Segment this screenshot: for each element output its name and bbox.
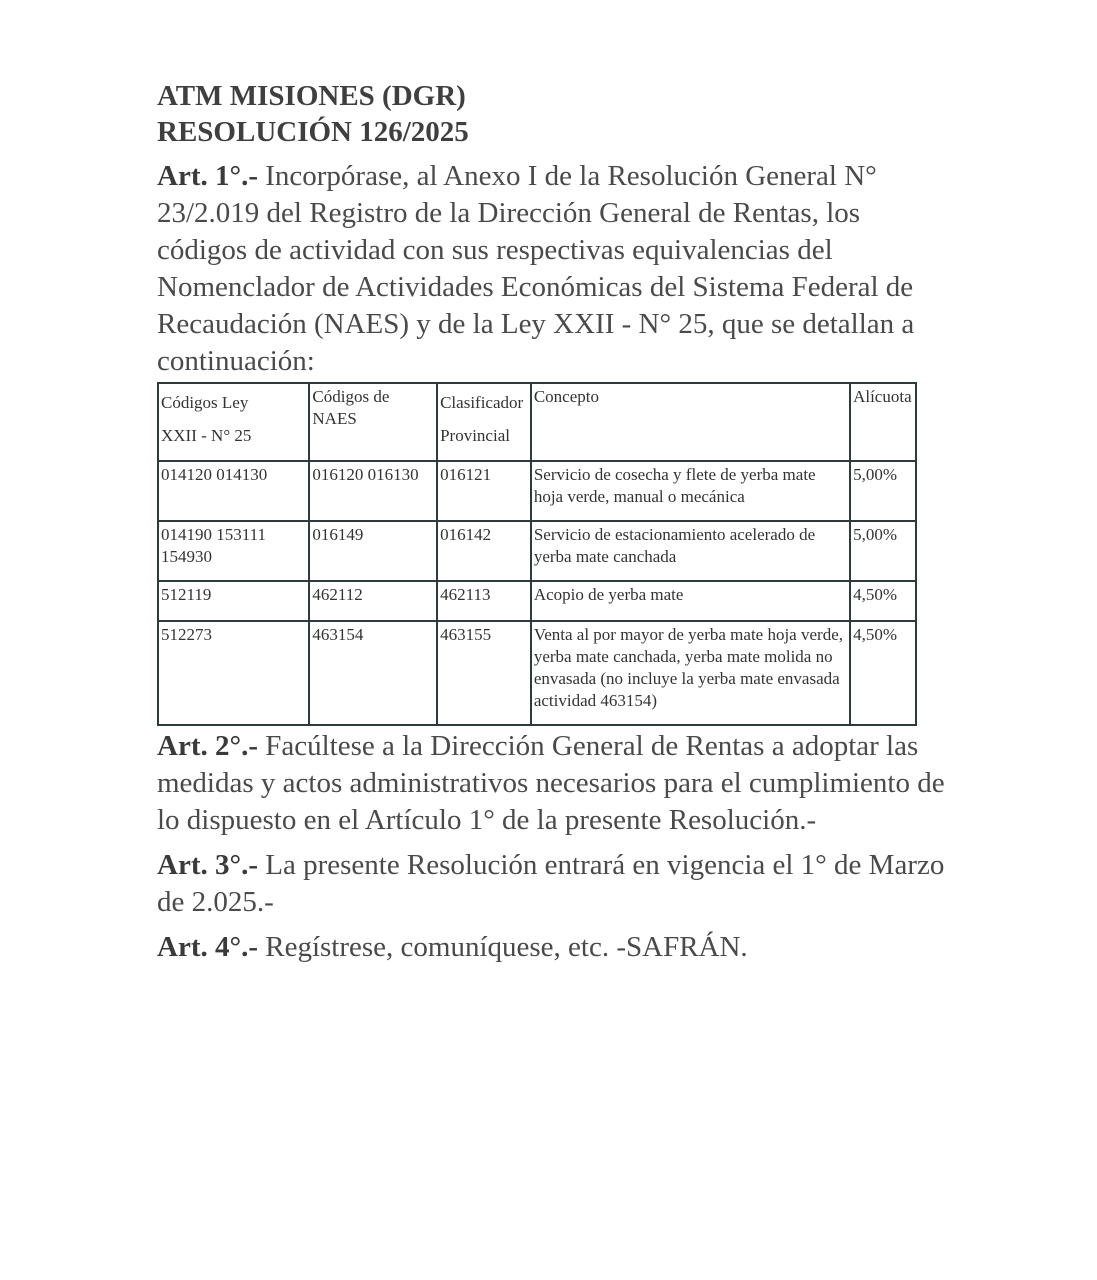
article-3-label: Art. 3°.- [157, 849, 258, 881]
cell-concepto: Acopio de yerba mate [531, 581, 850, 621]
cell-clasificador: 016142 [437, 521, 531, 581]
header-codigos-naes: Códigos de NAES [309, 383, 437, 461]
header-concepto: Concepto [531, 383, 850, 461]
document-title-line2: RESOLUCIÓN 126/2025 [157, 116, 469, 148]
cell-concepto: Servicio de cosecha y flete de yerba mate hoja verde, manual o mecánica [531, 461, 850, 521]
header-clasificador [437, 383, 531, 461]
article-1-text: Incorpórase, al Anexo I de la Resolución General N° 23/2.019 del Registro de la Dirección General de Rentas, los códigos de actividad con sus respectivas equivalencias del Nomenclador de Actividades Económicas del Sistema Federal de Recaudación (NAES) y de la Ley XXII - N° 25, que se detallan a continuación: [157, 160, 915, 377]
table-row [158, 461, 916, 521]
cell-ley: 014120 014130 [158, 461, 309, 521]
article-3-text: La presente Resolución entrará en vigencia el 1° de Marzo de 2.025.- [157, 849, 945, 918]
table-row [158, 621, 916, 725]
table-row [158, 581, 916, 621]
cell-alicuota: 5,00% [850, 521, 916, 581]
article-4-text: Regístrese, comuníquese, etc. -SAFRÁN. [257, 931, 748, 963]
header-clasificador-line2: Provincial [440, 426, 510, 445]
cell-ley: 512119 [158, 581, 309, 621]
header-alicuota: Alícuota [850, 383, 916, 461]
cell-naes: 462112 [309, 581, 437, 621]
cell-alicuota: 4,50% [850, 581, 916, 621]
cell-naes: 016120 016130 [309, 461, 437, 521]
article-3 [157, 847, 947, 921]
cell-naes: 463154 [309, 621, 437, 725]
document-page [157, 78, 947, 966]
cell-naes: 016149 [309, 521, 437, 581]
cell-ley: 014190 153111 154930 [158, 521, 309, 581]
article-4-label: Art. 4°.- [157, 931, 258, 963]
document-title-line1: ATM MISIONES (DGR) [157, 80, 466, 112]
cell-clasificador: 016121 [437, 461, 531, 521]
activity-codes-table [157, 382, 917, 726]
article-2 [157, 728, 947, 839]
header-codigos-ley [158, 383, 309, 461]
cell-ley: 512273 [158, 621, 309, 725]
header-clasificador-line1: Clasificador [440, 393, 524, 412]
article-4 [157, 929, 947, 966]
cell-clasificador: 462113 [437, 581, 531, 621]
article-2-label: Art. 2°.- [157, 730, 258, 762]
cell-alicuota: 5,00% [850, 461, 916, 521]
table-header-row [158, 383, 916, 461]
cell-concepto: Venta al por mayor de yerba mate hoja verde, yerba mate canchada, yerba mate molida no envasada (no incluye la yerba mate envasada actividad 463154) [531, 621, 850, 725]
cell-concepto: Servicio de estacionamiento acelerado de yerba mate canchada [531, 521, 850, 581]
article-2-text: Facúltese a la Dirección General de Rentas a adoptar las medidas y actos administrativos necesarios para el cumplimiento de lo dispuesto en el Artículo 1° de la presente Resolución.- [157, 730, 945, 836]
article-1-label: Art. 1°.- [157, 160, 258, 192]
header-codigos-ley-line1: Códigos Ley [161, 393, 249, 412]
article-1 [157, 158, 947, 380]
table-row [158, 521, 916, 581]
cell-alicuota: 4,50% [850, 621, 916, 725]
header-codigos-ley-line2: XXII - N° 25 [161, 426, 252, 445]
cell-clasificador: 463155 [437, 621, 531, 725]
